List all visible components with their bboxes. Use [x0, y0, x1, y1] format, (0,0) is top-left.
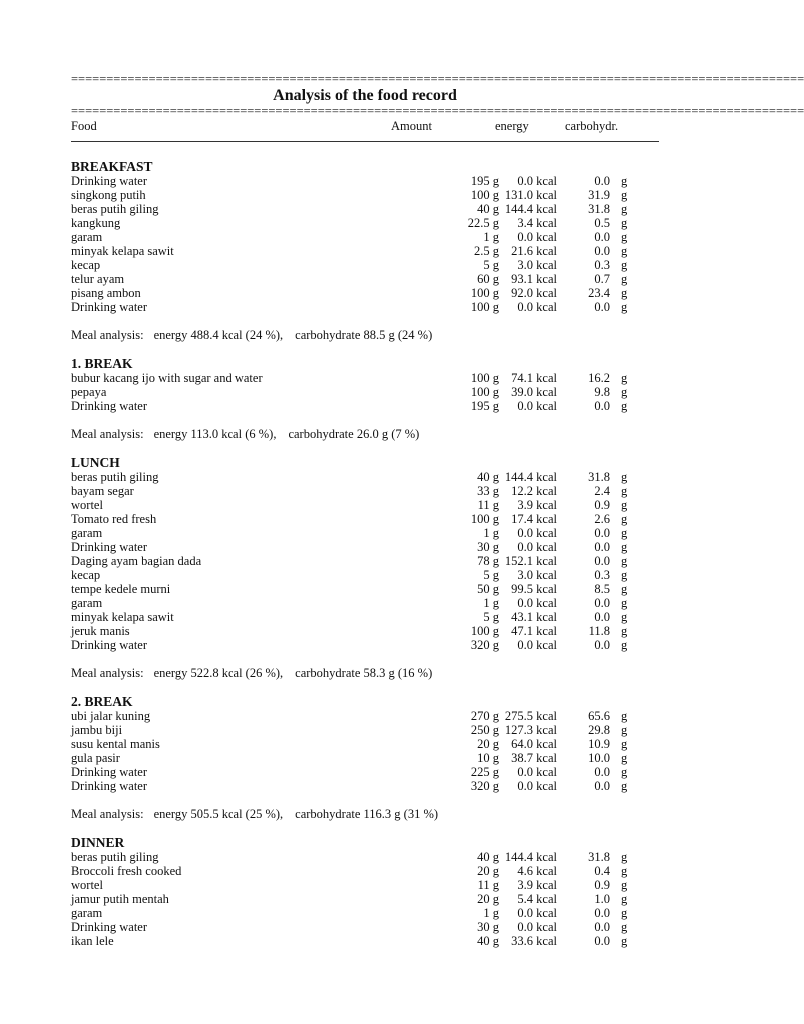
food-energy: 152.1 kcal	[504, 554, 557, 568]
food-row	[71, 878, 671, 892]
meal-analysis-energy: energy 488.4 kcal (24 %),	[153, 328, 284, 342]
food-carbohydrate: 31.9	[588, 188, 610, 202]
meal-title: 2. BREAK	[71, 694, 133, 709]
food-amount: 100 g	[470, 512, 499, 526]
food-energy: 0.0 kcal	[517, 638, 557, 652]
food-carbohydrate: 0.4	[594, 864, 610, 878]
food-name: ikan lele	[71, 934, 114, 948]
carb-unit: g	[621, 385, 628, 399]
food-energy: 3.4 kcal	[517, 216, 557, 230]
food-energy: 12.2 kcal	[511, 484, 557, 498]
food-row	[71, 850, 671, 864]
food-energy: 0.0 kcal	[517, 765, 557, 779]
food-carbohydrate: 8.5	[594, 582, 610, 596]
meal-analysis-label: Meal analysis:	[71, 427, 144, 441]
food-energy: 0.0 kcal	[517, 174, 557, 188]
food-carbohydrate: 0.0	[594, 244, 610, 258]
food-energy: 38.7 kcal	[511, 751, 557, 765]
food-name: garam	[71, 230, 103, 244]
food-name: singkong putih	[71, 188, 146, 202]
food-row	[71, 258, 671, 272]
food-energy: 0.0 kcal	[517, 596, 557, 610]
food-amount: 10 g	[477, 751, 499, 765]
food-name: Drinking water	[71, 174, 148, 188]
food-row	[71, 230, 671, 244]
food-row	[71, 596, 671, 610]
carb-unit: g	[621, 920, 628, 934]
carb-unit: g	[621, 850, 628, 864]
food-amount: 100 g	[470, 286, 499, 300]
food-row	[71, 610, 671, 624]
carb-unit: g	[621, 484, 628, 498]
food-carbohydrate: 31.8	[588, 202, 610, 216]
carb-unit: g	[621, 765, 628, 779]
food-energy: 0.0 kcal	[517, 526, 557, 540]
meal-analysis-label: Meal analysis:	[71, 807, 144, 821]
food-energy: 3.0 kcal	[517, 568, 557, 582]
meal-analysis-energy: energy 522.8 kcal (26 %),	[153, 666, 284, 680]
food-energy: 21.6 kcal	[511, 244, 557, 258]
meal-title: BREAKFAST	[71, 159, 153, 174]
food-name: minyak kelapa sawit	[71, 244, 174, 258]
food-carbohydrate: 0.9	[594, 878, 610, 892]
food-carbohydrate: 0.0	[594, 174, 610, 188]
food-amount: 320 g	[470, 779, 499, 793]
meal-analysis-carbohydrate: carbohydrate 26.0 g (7 %)	[288, 427, 420, 441]
food-row	[71, 864, 671, 878]
carb-unit: g	[621, 582, 628, 596]
food-carbohydrate: 0.0	[594, 779, 610, 793]
food-amount: 20 g	[477, 892, 499, 906]
food-row	[71, 484, 671, 498]
food-carbohydrate: 0.0	[594, 526, 610, 540]
food-carbohydrate: 2.6	[594, 512, 610, 526]
food-row	[71, 216, 671, 230]
food-name: pisang ambon	[71, 286, 141, 300]
food-amount: 50 g	[477, 582, 499, 596]
meal-analysis	[71, 807, 671, 821]
food-row	[71, 286, 671, 300]
food-amount: 1 g	[483, 906, 499, 920]
food-name: jambu biji	[71, 723, 123, 737]
carb-unit: g	[621, 300, 628, 314]
carb-unit: g	[621, 526, 628, 540]
carb-unit: g	[621, 638, 628, 652]
food-amount: 5 g	[483, 610, 499, 624]
food-row	[71, 272, 671, 286]
food-row	[71, 723, 671, 737]
food-carbohydrate: 2.4	[594, 484, 610, 498]
food-row	[71, 498, 671, 512]
food-amount: 5 g	[483, 258, 499, 272]
food-amount: 11 g	[477, 878, 499, 892]
food-energy: 0.0 kcal	[517, 540, 557, 554]
food-energy: 131.0 kcal	[504, 188, 557, 202]
food-row	[71, 554, 671, 568]
food-carbohydrate: 0.0	[594, 638, 610, 652]
food-name: beras putih giling	[71, 202, 159, 216]
food-energy: 64.0 kcal	[511, 737, 557, 751]
carb-unit: g	[621, 568, 628, 582]
carb-unit: g	[621, 892, 628, 906]
food-energy: 92.0 kcal	[511, 286, 557, 300]
carb-unit: g	[621, 596, 628, 610]
carb-unit: g	[621, 216, 628, 230]
food-amount: 30 g	[477, 540, 499, 554]
food-amount: 11 g	[477, 498, 499, 512]
food-name: beras putih giling	[71, 850, 159, 864]
food-carbohydrate: 0.0	[594, 300, 610, 314]
food-row	[71, 934, 671, 948]
food-carbohydrate: 0.3	[594, 258, 610, 272]
food-name: Drinking water	[71, 540, 148, 554]
food-amount: 78 g	[477, 554, 499, 568]
food-carbohydrate: 0.0	[594, 765, 610, 779]
meal-section	[71, 694, 671, 821]
food-carbohydrate: 10.0	[588, 751, 610, 765]
meal-section	[71, 835, 671, 948]
food-name: bubur kacang ijo with sugar and water	[71, 371, 263, 385]
food-carbohydrate: 65.6	[588, 709, 610, 723]
food-amount: 100 g	[470, 188, 499, 202]
food-name: Daging ayam bagian dada	[71, 554, 202, 568]
carb-unit: g	[621, 709, 628, 723]
food-carbohydrate: 0.0	[594, 610, 610, 624]
food-carbohydrate: 0.5	[594, 216, 610, 230]
food-name: wortel	[71, 878, 103, 892]
meal-title: LUNCH	[71, 455, 120, 470]
food-row	[71, 540, 671, 554]
food-row	[71, 779, 671, 793]
meal-analysis	[71, 328, 671, 342]
food-amount: 5 g	[483, 568, 499, 582]
food-amount: 22.5 g	[467, 216, 499, 230]
header-food: Food	[71, 119, 97, 133]
food-row	[71, 526, 671, 540]
carb-unit: g	[621, 272, 628, 286]
food-row	[71, 202, 671, 216]
food-carbohydrate: 0.0	[594, 596, 610, 610]
food-amount: 20 g	[477, 864, 499, 878]
food-row	[71, 188, 671, 202]
food-name: Drinking water	[71, 638, 148, 652]
carb-unit: g	[621, 286, 628, 300]
food-row	[71, 385, 671, 399]
food-amount: 60 g	[477, 272, 499, 286]
food-row	[71, 399, 671, 413]
food-amount: 100 g	[470, 624, 499, 638]
carb-unit: g	[621, 470, 628, 484]
food-row	[71, 751, 671, 765]
meal-section	[71, 159, 671, 342]
food-name: bayam segar	[71, 484, 134, 498]
food-name: kecap	[71, 568, 101, 582]
food-energy: 144.4 kcal	[504, 202, 557, 216]
food-row	[71, 582, 671, 596]
food-row	[71, 300, 671, 314]
carb-unit: g	[621, 371, 628, 385]
food-energy: 4.6 kcal	[517, 864, 557, 878]
food-carbohydrate: 0.0	[594, 934, 610, 948]
food-amount: 30 g	[477, 920, 499, 934]
food-energy: 127.3 kcal	[504, 723, 557, 737]
carb-unit: g	[621, 230, 628, 244]
food-energy: 144.4 kcal	[504, 850, 557, 864]
food-amount: 2.5 g	[474, 244, 499, 258]
carb-unit: g	[621, 399, 628, 413]
food-energy: 0.0 kcal	[517, 399, 557, 413]
meal-analysis-carbohydrate: carbohydrate 116.3 g (31 %)	[295, 807, 439, 821]
food-name: Drinking water	[71, 765, 148, 779]
meal-title: DINNER	[71, 835, 125, 850]
food-name: garam	[71, 596, 103, 610]
food-amount: 100 g	[470, 371, 499, 385]
food-amount: 40 g	[477, 850, 499, 864]
food-amount: 1 g	[483, 230, 499, 244]
food-amount: 250 g	[470, 723, 499, 737]
food-row	[71, 737, 671, 751]
food-name: gula pasir	[71, 751, 120, 765]
carb-unit: g	[621, 906, 628, 920]
food-carbohydrate: 29.8	[588, 723, 610, 737]
carb-unit: g	[621, 779, 628, 793]
meal-section	[71, 455, 671, 680]
food-row	[71, 568, 671, 582]
food-carbohydrate: 11.8	[588, 624, 610, 638]
food-amount: 1 g	[483, 526, 499, 540]
food-row	[71, 709, 671, 723]
carb-unit: g	[621, 498, 628, 512]
food-amount: 225 g	[470, 765, 499, 779]
food-name: susu kental manis	[71, 737, 160, 751]
food-name: kangkung	[71, 216, 121, 230]
food-row	[71, 624, 671, 638]
food-row	[71, 244, 671, 258]
food-row	[71, 174, 671, 188]
food-carbohydrate: 0.7	[594, 272, 610, 286]
meal-analysis-energy: energy 113.0 kcal (6 %),	[153, 427, 277, 441]
carb-unit: g	[621, 244, 628, 258]
food-amount: 40 g	[477, 470, 499, 484]
food-row	[71, 906, 671, 920]
food-row	[71, 920, 671, 934]
food-amount: 40 g	[477, 202, 499, 216]
carb-unit: g	[621, 751, 628, 765]
food-row	[71, 470, 671, 484]
food-name: minyak kelapa sawit	[71, 610, 174, 624]
page-title: Analysis of the food record	[273, 87, 457, 104]
food-amount: 1 g	[483, 596, 499, 610]
food-row	[71, 512, 671, 526]
food-name: Drinking water	[71, 399, 148, 413]
food-name: Tomato red fresh	[71, 512, 157, 526]
carb-unit: g	[621, 512, 628, 526]
food-energy: 0.0 kcal	[517, 230, 557, 244]
food-name: tempe kedele murni	[71, 582, 171, 596]
carb-unit: g	[621, 624, 628, 638]
food-carbohydrate: 0.0	[594, 920, 610, 934]
food-name: jeruk manis	[71, 624, 130, 638]
food-carbohydrate: 0.9	[594, 498, 610, 512]
food-amount: 40 g	[477, 934, 499, 948]
carb-unit: g	[621, 258, 628, 272]
food-name: Drinking water	[71, 779, 148, 793]
food-amount: 100 g	[470, 300, 499, 314]
food-name: wortel	[71, 498, 103, 512]
food-name: garam	[71, 526, 103, 540]
top-double-rule: ========================================================================================================	[71, 72, 804, 86]
food-energy: 99.5 kcal	[511, 582, 557, 596]
food-energy: 39.0 kcal	[511, 385, 557, 399]
food-energy: 3.9 kcal	[517, 498, 557, 512]
food-carbohydrate: 0.0	[594, 554, 610, 568]
food-name: ubi jalar kuning	[71, 709, 151, 723]
header-energy: energy	[495, 119, 529, 133]
carb-unit: g	[621, 540, 628, 554]
carb-unit: g	[621, 737, 628, 751]
food-carbohydrate: 16.2	[588, 371, 610, 385]
meal-title: 1. BREAK	[71, 356, 133, 371]
meal-analysis	[71, 666, 671, 680]
food-energy: 43.1 kcal	[511, 610, 557, 624]
food-carbohydrate: 0.0	[594, 399, 610, 413]
food-energy: 0.0 kcal	[517, 779, 557, 793]
meal-analysis-carbohydrate: carbohydrate 88.5 g (24 %)	[295, 328, 433, 342]
meal-analysis	[71, 427, 671, 441]
food-energy: 0.0 kcal	[517, 906, 557, 920]
food-carbohydrate: 23.4	[588, 286, 610, 300]
meal-analysis-energy: energy 505.5 kcal (25 %),	[153, 807, 284, 821]
header-amount: Amount	[391, 119, 432, 133]
food-name: beras putih giling	[71, 470, 159, 484]
header-carbohydrate: carbohydr.	[565, 119, 619, 133]
food-carbohydrate: 0.0	[594, 230, 610, 244]
food-amount: 270 g	[470, 709, 499, 723]
carb-unit: g	[621, 723, 628, 737]
food-energy: 3.0 kcal	[517, 258, 557, 272]
title-double-rule: ========================================================================================================	[71, 104, 804, 118]
header-underline	[71, 141, 659, 142]
food-amount: 195 g	[470, 174, 499, 188]
food-name: telur ayam	[71, 272, 125, 286]
food-energy: 93.1 kcal	[511, 272, 557, 286]
food-energy: 5.4 kcal	[517, 892, 557, 906]
carb-unit: g	[621, 878, 628, 892]
meal-analysis-carbohydrate: carbohydrate 58.3 g (16 %)	[295, 666, 433, 680]
food-amount: 33 g	[477, 484, 499, 498]
food-name: pepaya	[71, 385, 107, 399]
carb-unit: g	[621, 610, 628, 624]
carb-unit: g	[621, 554, 628, 568]
food-name: garam	[71, 906, 103, 920]
food-amount: 100 g	[470, 385, 499, 399]
carb-unit: g	[621, 864, 628, 878]
food-energy: 0.0 kcal	[517, 300, 557, 314]
food-name: jamur putih mentah	[71, 892, 169, 906]
food-row	[71, 892, 671, 906]
food-energy: 74.1 kcal	[511, 371, 557, 385]
food-row	[71, 765, 671, 779]
meal-section	[71, 356, 671, 441]
food-carbohydrate: 0.0	[594, 906, 610, 920]
food-carbohydrate: 31.8	[588, 850, 610, 864]
food-carbohydrate: 0.3	[594, 568, 610, 582]
food-name: kecap	[71, 258, 101, 272]
food-carbohydrate: 31.8	[588, 470, 610, 484]
food-energy: 0.0 kcal	[517, 920, 557, 934]
carb-unit: g	[621, 202, 628, 216]
carb-unit: g	[621, 174, 628, 188]
food-energy: 17.4 kcal	[511, 512, 557, 526]
food-name: Drinking water	[71, 300, 148, 314]
food-carbohydrate: 9.8	[594, 385, 610, 399]
food-name: Broccoli fresh cooked	[71, 864, 182, 878]
food-row	[71, 638, 671, 652]
food-amount: 195 g	[470, 399, 499, 413]
carb-unit: g	[621, 188, 628, 202]
meal-list	[71, 159, 671, 948]
food-energy: 33.6 kcal	[511, 934, 557, 948]
food-amount: 20 g	[477, 737, 499, 751]
meal-analysis-label: Meal analysis:	[71, 328, 144, 342]
food-energy: 275.5 kcal	[504, 709, 557, 723]
food-energy: 3.9 kcal	[517, 878, 557, 892]
food-carbohydrate: 0.0	[594, 540, 610, 554]
food-row	[71, 371, 671, 385]
food-carbohydrate: 1.0	[594, 892, 610, 906]
meal-analysis-label: Meal analysis:	[71, 666, 144, 680]
food-energy: 144.4 kcal	[504, 470, 557, 484]
food-amount: 320 g	[470, 638, 499, 652]
food-name: Drinking water	[71, 920, 148, 934]
food-energy: 47.1 kcal	[511, 624, 557, 638]
carb-unit: g	[621, 934, 628, 948]
food-carbohydrate: 10.9	[588, 737, 610, 751]
